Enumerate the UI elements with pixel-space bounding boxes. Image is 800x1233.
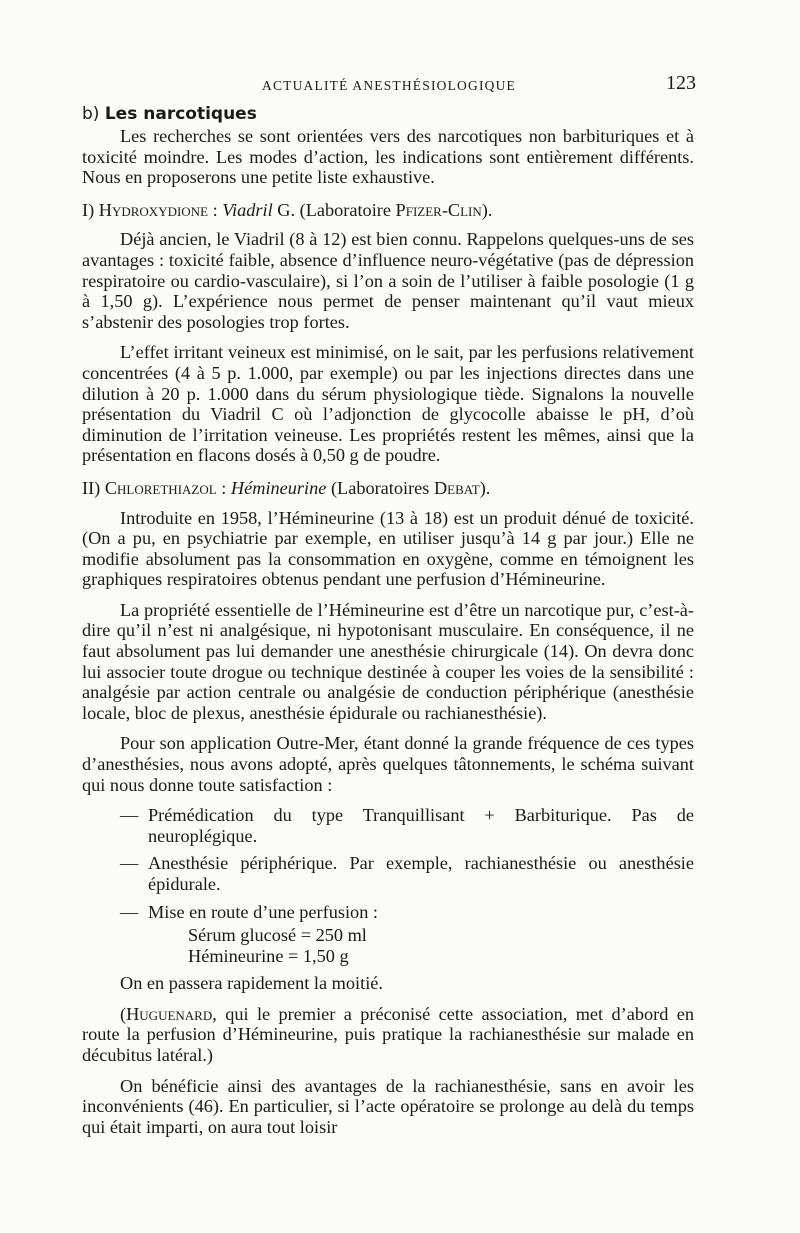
drug-separator: :	[208, 199, 223, 220]
huguenard-paragraph	[82, 1004, 694, 1066]
drug-suffix: G. (Laboratoire	[272, 199, 396, 220]
drug-lab: Debat	[433, 477, 480, 498]
intro-paragraph: Les recherches se sont orientées vers des narcotiques non barbituriques et à toxicité moindre. Les modes d’action, les indications sont entièrement différents. Nous en proposerons une petite liste exhaustive.	[82, 126, 694, 188]
drug-number: I)	[82, 199, 95, 220]
paragraph: La propriété essentielle de l’Hémineurine est d’être un narcotique pur, c’est-à-dire qu’il n’est ni analgésique, ni hypotonisant musculaire. En conséquence, il ne faut absolument pas lui demander une anesthésie chirurgicale (14). On devra donc lui associer toute drogue ou technique destinée à couper les voies de la sensibilité : analgésie par action centrale ou analgésie de conduction périphérique (anesthésie locale, bloc de plexus, anesthésie épidurale ou rachianesthésie).	[82, 599, 694, 723]
closing-paragraph: On bénéficie ainsi des avantages de la rachianesthésie, sans en avoir les inconvénients (46). En particulier, si l’acte opératoire se prolonge au delà du temps qui était imparti, on aura tout loisir	[82, 1075, 694, 1137]
drug-brand: Viadril	[222, 199, 273, 220]
formula-line: Hémineurine = 1,50 g	[188, 946, 349, 967]
running-head	[82, 70, 694, 100]
paragraph: Déjà ancien, le Viadril (8 à 12) est bien connu. Rappelons quelques-uns de ses avantages : toxicité faible, absence d’influence neuro-végétative (pas de dépression respiratoire ou cardio-vasculaire), si l’on a soin de l’utiliser à faible posologie (1 g à 1,50 g). L’expérience nous permet de penser maintenant qu’il vaut mieux s’abstenir des posologies trop fortes.	[82, 229, 694, 332]
drug-compound: Chlorethiazol	[104, 477, 217, 498]
huguenard-text: , qui le premier a préconisé cette association, met d’abord en route la perfusion d’Hémineurine, puis pratique la rachianesthésie sur malade en décubitus latéral.)	[82, 1003, 694, 1065]
list-item	[82, 853, 694, 894]
drug-heading-hemineurine	[82, 478, 694, 499]
drug-suffix: (Laboratoires	[326, 477, 434, 498]
section-label: b)	[82, 104, 100, 124]
page-number: 123	[666, 72, 696, 94]
running-title: ACTUALITÉ ANESTHÉSIOLOGIQUE	[262, 78, 516, 93]
drug-number: II)	[82, 477, 101, 498]
drug-close: ).	[481, 199, 493, 220]
list-item	[82, 902, 694, 923]
section-title: Les narcotiques	[104, 104, 257, 124]
drug-close: ).	[479, 477, 491, 498]
list-item-text: Mise en route d’une perfusion :	[148, 901, 378, 922]
author-name: Huguenard	[126, 1003, 213, 1024]
list-dash: —	[120, 853, 139, 874]
paragraph: Introduite en 1958, l’Hémineurine (13 à 18) est un produit dénué de toxicité. (On a pu, en psychiatrie par exemple, en utiliser jusqu’à 14 g par jour.) Elle ne modifie absolument pas la consommation en oxygène, comme en témoignent les graphiques respiratoires obtenus pendant une perfusion d’Hémineurine.	[82, 507, 694, 590]
drug-heading-viadril	[82, 200, 694, 221]
perfusion-formula	[82, 925, 694, 967]
list-dash: —	[120, 901, 139, 922]
list-item	[82, 805, 694, 846]
drug-compound: Hydroxydione	[98, 199, 209, 220]
list-item-text: Prémédication du type Tranquillisant + Barbiturique. Pas de neuroplégique.	[148, 805, 694, 846]
formula-line: Sérum glucosé = 250 ml	[188, 925, 367, 946]
paren-open: (	[120, 1003, 127, 1024]
list-dash: —	[120, 805, 139, 826]
drug-lab: Pfizer-Clin	[395, 199, 482, 220]
drug-separator: :	[216, 477, 231, 498]
paragraph: Pour son application Outre-Mer, étant donné la grande fréquence de ces types d’anesthésies, nous avons adopté, après quelques tâtonnements, le schéma suivant qui nous donne toute satisfaction :	[82, 733, 694, 795]
paragraph: L’effet irritant veineux est minimisé, on le sait, par les perfusions relativement concentrées (4 à 5 p. 1.000, par exemple) ou par les injections directes dans une dilution à 20 p. 1.000 dans du sérum physiologique tiède. Signalons la nouvelle présentation du Viadril C où l’adjonction de glycocolle abaisse le pH, d’où diminution de l’irritation veineuse. Les propriétés restent les mêmes, ainsi que la présentation en flacons dosés à 0,50 g de poudre.	[82, 342, 694, 466]
drug-brand: Hémineurine	[230, 477, 327, 498]
section-heading	[82, 104, 694, 124]
list-item-text: Anesthésie périphérique. Par exemple, rachianesthésie ou anesthésie épidurale.	[148, 853, 694, 894]
paragraph: On en passera rapidement la moitié.	[120, 973, 383, 994]
